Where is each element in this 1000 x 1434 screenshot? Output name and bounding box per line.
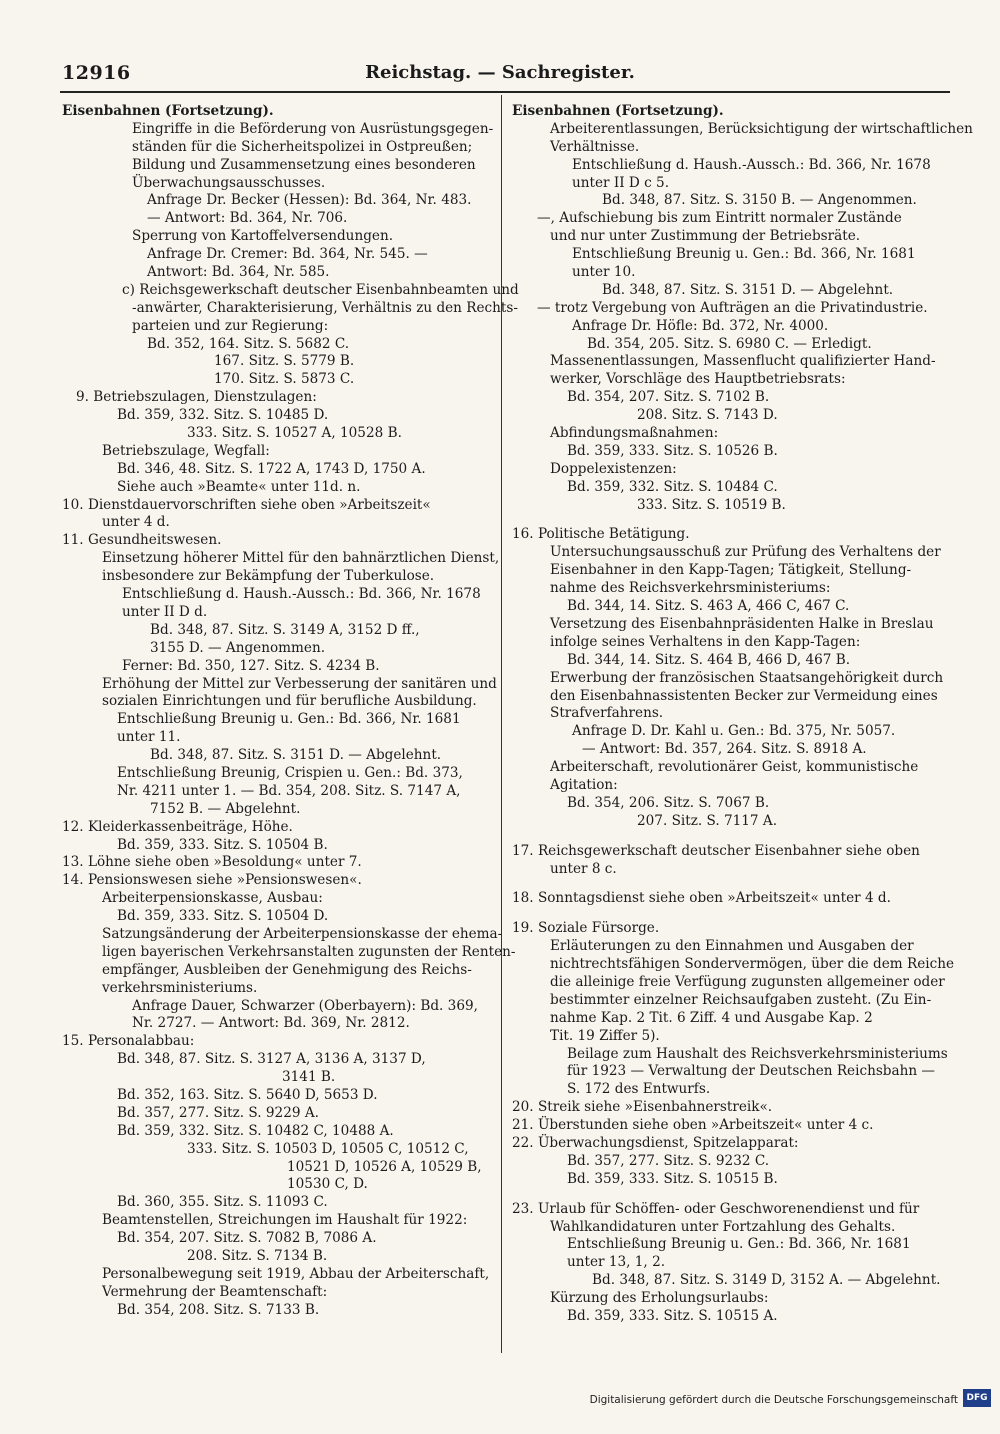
index-line: Erwerbung der französischen Staatsangehörigkeit durch [550,669,944,686]
index-line: Kürzung des Erholungsurlaubs: [550,1290,769,1307]
index-line: Entschließung d. Haush.-Aussch.: Bd. 366, Nr. 1678 [572,156,931,173]
index-line: Sperrung von Kartoffelversendungen. [132,228,394,245]
index-line: bestimmter einzelner Reichsaufgaben zusteht. (Zu Ein- [550,991,932,1008]
index-line: Antwort: Bd. 364, Nr. 585. [147,264,330,281]
line-spacer [512,878,944,890]
index-line: nahme des Reichsverkehrsministeriums: [550,580,831,597]
index-line: 18. Sonntagsdienst siehe oben »Arbeitszeit« unter 4 d. [512,890,891,907]
index-line: Bd. 354, 206. Sitz. S. 7067 B. [567,794,770,811]
header-rule [60,91,950,93]
index-line: Bd. 348, 87. Sitz. S. 3127 A, 3136 A, 3137 D, [117,1051,426,1068]
index-line: 208. Sitz. S. 7143 D. [637,407,778,424]
index-line: Abfindungsmaßnahmen: [550,425,719,442]
index-line: 16. Politische Betätigung. [512,526,690,543]
index-line: unter 13, 1, 2. [567,1254,666,1271]
right-column [512,103,973,1326]
index-line: 333. Sitz. S. 10527 A, 10528 B. [187,425,402,442]
index-line: Bd. 359, 333. Sitz. S. 10515 A. [567,1308,778,1324]
index-line: Anfrage Dr. Cremer: Bd. 364, Nr. 545. — [147,246,428,263]
index-line: Vermehrung der Beamtenschaft: [102,1283,328,1300]
index-line: -anwärter, Charakterisierung, Verhältnis zu den Rechts- [132,299,518,316]
index-line: 333. Sitz. S. 10503 D, 10505 C, 10512 C, [187,1140,469,1157]
index-line: unter II D d. [122,603,208,620]
index-line: insbesondere zur Bekämpfung der Tuberkulose. [102,568,435,585]
index-line: Wahlkandidaturen unter Fortzahlung des Gehalts. [550,1218,896,1235]
index-line: 13. Löhne siehe oben »Besoldung« unter 7. [62,854,362,871]
page-number: 12916 [62,62,131,84]
index-line: ligen bayerischen Verkehrsanstalten zugunsten der Renten- [102,943,516,960]
index-line: Bd. 354, 205. Sitz. S. 6980 C. — Erledigt. [587,335,872,352]
index-line: Personalbewegung seit 1919, Abbau der Arbeiterschaft, [102,1265,490,1282]
index-line: Überwachungsausschusses. [132,174,326,191]
index-line: Versetzung des Eisenbahnpräsidenten Halke in Breslau [550,615,934,632]
line-spacer [512,1189,944,1201]
index-line: Entschließung Breunig, Crispien u. Gen.: Bd. 373, [117,764,463,781]
index-line: 21. Überstunden siehe oben »Arbeitszeit« unter 4 c. [512,1117,874,1134]
index-line: 208. Sitz. S. 7134 B. [187,1248,328,1264]
index-line: Bd. 357, 277. Sitz. S. 9229 A. [117,1104,319,1121]
footer-credit: Digitalisierung gefördert durch die Deutsche Forschungsgemeinschaft [589,1394,958,1406]
index-line: Agitation: [550,776,618,793]
index-line: Bd. 360, 355. Sitz. S. 11093 C. [117,1194,328,1211]
index-line: Entschließung d. Haush.-Aussch.: Bd. 366, Nr. 1678 [122,586,481,603]
index-line: Bd. 344, 14. Sitz. S. 464 B, 466 D, 467 B. [567,651,851,668]
index-line: unter 11. [117,729,181,746]
index-line: Tit. 19 Ziffer 5). [550,1027,660,1044]
index-line: Bd. 352, 164. Sitz. S. 5682 C. [147,335,350,352]
index-line: Beamtenstellen, Streichungen im Haushalt für 1922: [102,1212,468,1229]
index-line: werker, Vorschläge des Hauptbetriebsrats: [550,371,846,388]
index-line: — Antwort: Bd. 364, Nr. 706. [147,210,348,227]
index-line: Bd. 359, 333. Sitz. S. 10515 B. [567,1170,778,1187]
index-line: Bd. 359, 333. Sitz. S. 10504 B. [117,836,328,853]
index-line: den Eisenbahnassistenten Becker zur Vermeidung eines [550,687,938,704]
index-line: — Antwort: Bd. 357, 264. Sitz. S. 8918 A. [582,741,867,758]
index-line: Bd. 359, 332. Sitz. S. 10482 C, 10488 A. [117,1122,394,1139]
index-line: 23. Urlaub für Schöffen- oder Geschworenendienst und für [512,1200,920,1217]
index-line: 22. Überwachungsdienst, Spitzelapparat: [512,1134,799,1151]
index-line: Bd. 354, 207. Sitz. S. 7082 B, 7086 A. [117,1230,377,1247]
index-line: 333. Sitz. S. 10519 B. [637,496,786,513]
index-line: 19. Soziale Fürsorge. [512,920,660,937]
section-heading: Eisenbahnen (Fortsetzung). [512,103,724,119]
index-line: Massenentlassungen, Massenflucht qualifizierter Hand- [550,353,936,370]
index-line: Nr. 2727. — Antwort: Bd. 369, Nr. 2812. [132,1015,410,1032]
index-line: —, Aufschiebung bis zum Eintritt normaler Zustände [537,210,902,227]
index-line: Bd. 359, 332. Sitz. S. 10484 C. [567,478,778,495]
index-line: Ferner: Bd. 350, 127. Sitz. S. 4234 B. [122,657,380,674]
index-line: c) Reichsgewerkschaft deutscher Eisenbahnbeamten und [122,281,519,298]
index-line: Verhältnisse. [550,138,640,155]
dfg-logo: DFG [963,1389,991,1407]
index-line: Bd. 359, 332. Sitz. S. 10485 D. [117,407,329,424]
index-line: parteien und zur Regierung: [132,317,329,334]
index-line: 207. Sitz. S. 7117 A. [637,812,778,829]
index-line: unter 8 c. [550,860,617,877]
index-line: Anfrage Dr. Becker (Hessen): Bd. 364, Nr. 483. [147,192,472,209]
line-spacer [512,514,944,526]
index-line: 3141 B. [282,1069,336,1086]
index-line: Bd. 348, 87. Sitz. S. 3150 B. — Angenommen. [602,192,917,209]
index-line: Entschließung Breunig u. Gen.: Bd. 366, Nr. 1681 [567,1236,911,1253]
index-line: unter II D c 5. [572,174,670,191]
index-line: Strafverfahrens. [550,705,664,722]
index-line: 20. Streik siehe »Eisenbahnerstreik«. [512,1099,773,1116]
index-line: Bildung und Zusammensetzung eines besonderen [132,156,476,173]
index-line: Bd. 346, 48. Sitz. S. 1722 A, 1743 D, 1750 A. [117,460,426,477]
index-line: infolge seines Verhaltens in den Kapp-Tagen: [550,633,861,650]
index-line: Siehe auch »Beamte« unter 11d. n. [117,478,361,495]
index-line: für 1923 — Verwaltung der Deutschen Reichsbahn — [567,1063,936,1080]
index-line: Erläuterungen zu den Einnahmen und Ausgaben der [550,938,914,955]
index-line: Untersuchungsausschuß zur Prüfung des Verhaltens der [550,544,941,561]
index-line: Einsetzung höherer Mittel für den bahnärztlichen Dienst, [102,550,500,567]
index-line: 7152 B. — Abgelehnt. [150,800,301,817]
index-line: Arbeiterentlassungen, Berücksichtigung der wirtschaftlichen [550,120,973,137]
index-line: Erhöhung der Mittel zur Verbesserung der sanitären und [102,675,497,692]
index-line: 14. Pensionswesen siehe »Pensionswesen«. [62,872,362,889]
section-heading: Eisenbahnen (Fortsetzung). [62,103,274,119]
index-line: 12. Kleiderkassenbeiträge, Höhe. [62,818,293,835]
index-line: 10. Dienstdauervorschriften siehe oben »Arbeitszeit« [62,496,431,513]
index-line: 9. Betriebszulagen, Dienstzulagen: [76,389,317,406]
index-line: Eisenbahner in den Kapp-Tagen; Tätigkeit, Stellung- [550,562,912,579]
index-line: 17. Reichsgewerkschaft deutscher Eisenbahner siehe oben [512,842,920,859]
index-line: Bd. 344, 14. Sitz. S. 463 A, 466 C, 467 C. [567,598,850,615]
index-line: Bd. 354, 208. Sitz. S. 7133 B. [117,1301,320,1318]
index-line: 167. Sitz. S. 5779 B. [214,353,355,370]
line-spacer [512,831,944,843]
index-line: Eingriffe in die Beförderung von Ausrüstungsgegen- [132,120,494,137]
index-line: Bd. 348, 87. Sitz. S. 3151 D. — Abgelehnt. [150,747,442,764]
index-line: Anfrage D. Dr. Kahl u. Gen.: Bd. 375, Nr. 5057. [572,723,896,740]
line-spacer [512,908,944,920]
index-line: Bd. 348, 87. Sitz. S. 3151 D. — Abgelehnt. [602,281,894,298]
index-line: nichtrechtsfähigen Sondervermögen, über die dem Reiche [550,956,955,973]
index-line: Betriebszulage, Wegfall: [102,442,270,459]
running-head: Reichstag. — Sachregister. [365,62,635,83]
index-line: sozialen Einrichtungen und für berufliche Ausbildung. [102,693,477,710]
index-line: S. 172 des Entwurfs. [567,1081,711,1098]
index-line: Bd. 359, 333. Sitz. S. 10526 B. [567,442,778,459]
left-column [62,103,519,1320]
index-line: Arbeiterschaft, revolutionärer Geist, kommunistische [550,759,919,776]
index-line: 15. Personalabbau: [62,1033,195,1050]
index-line: Nr. 4211 unter 1. — Bd. 354, 208. Sitz. S. 7147 A, [117,782,461,799]
index-line: verkehrsministeriums. [102,979,258,996]
index-line: und nur unter Zustimmung der Betriebsräte. [550,228,861,245]
index-line: Entschließung Breunig u. Gen.: Bd. 366, Nr. 1681 [117,711,461,728]
index-line: 11. Gesundheitswesen. [62,532,222,549]
index-line: Arbeiterpensionskasse, Ausbau: [102,890,323,907]
index-line: Doppelexistenzen: [550,460,677,477]
index-line: nahme Kap. 2 Tit. 6 Ziff. 4 und Ausgabe Kap. 2 [550,1009,873,1026]
index-line: Anfrage Dr. Höfle: Bd. 372, Nr. 4000. [572,317,829,334]
index-line: Entschließung Breunig u. Gen.: Bd. 366, Nr. 1681 [572,246,916,263]
index-line: Bd. 348, 87. Sitz. S. 3149 D, 3152 A. — Abgelehnt. [592,1272,941,1289]
index-line: Bd. 354, 207. Sitz. S. 7102 B. [567,389,770,406]
index-line: unter 4 d. [102,514,170,531]
index-line: unter 10. [572,264,636,281]
index-line: 10530 C, D. [287,1176,368,1193]
index-line: Satzungsänderung der Arbeiterpensionskasse der ehema- [102,925,503,942]
index-line: die alleinige freie Verfügung zugunsten allgemeiner oder [550,973,945,990]
index-line: Bd. 348, 87. Sitz. S. 3149 A, 3152 D ff., [150,621,420,638]
index-line: — trotz Vergebung von Aufträgen an die Privatindustrie. [537,299,928,316]
index-line: 170. Sitz. S. 5873 C. [214,371,355,388]
index-line: ständen für die Sicherheitspolizei in Ostpreußen; [132,138,473,155]
index-line: 10521 D, 10526 A, 10529 B, [287,1158,482,1175]
index-line: Anfrage Dauer, Schwarzer (Oberbayern): Bd. 369, [132,997,478,1014]
index-line: empfänger, Ausbleiben der Genehmigung des Reichs- [102,961,472,978]
index-line: Beilage zum Haushalt des Reichsverkehrsministeriums [567,1045,948,1062]
index-line: Bd. 357, 277. Sitz. S. 9232 C. [567,1152,770,1169]
index-line: Bd. 359, 333. Sitz. S. 10504 D. [117,908,329,925]
index-line: Bd. 352, 163. Sitz. S. 5640 D, 5653 D. [117,1086,378,1103]
index-line: 3155 D. — Angenommen. [150,639,326,656]
